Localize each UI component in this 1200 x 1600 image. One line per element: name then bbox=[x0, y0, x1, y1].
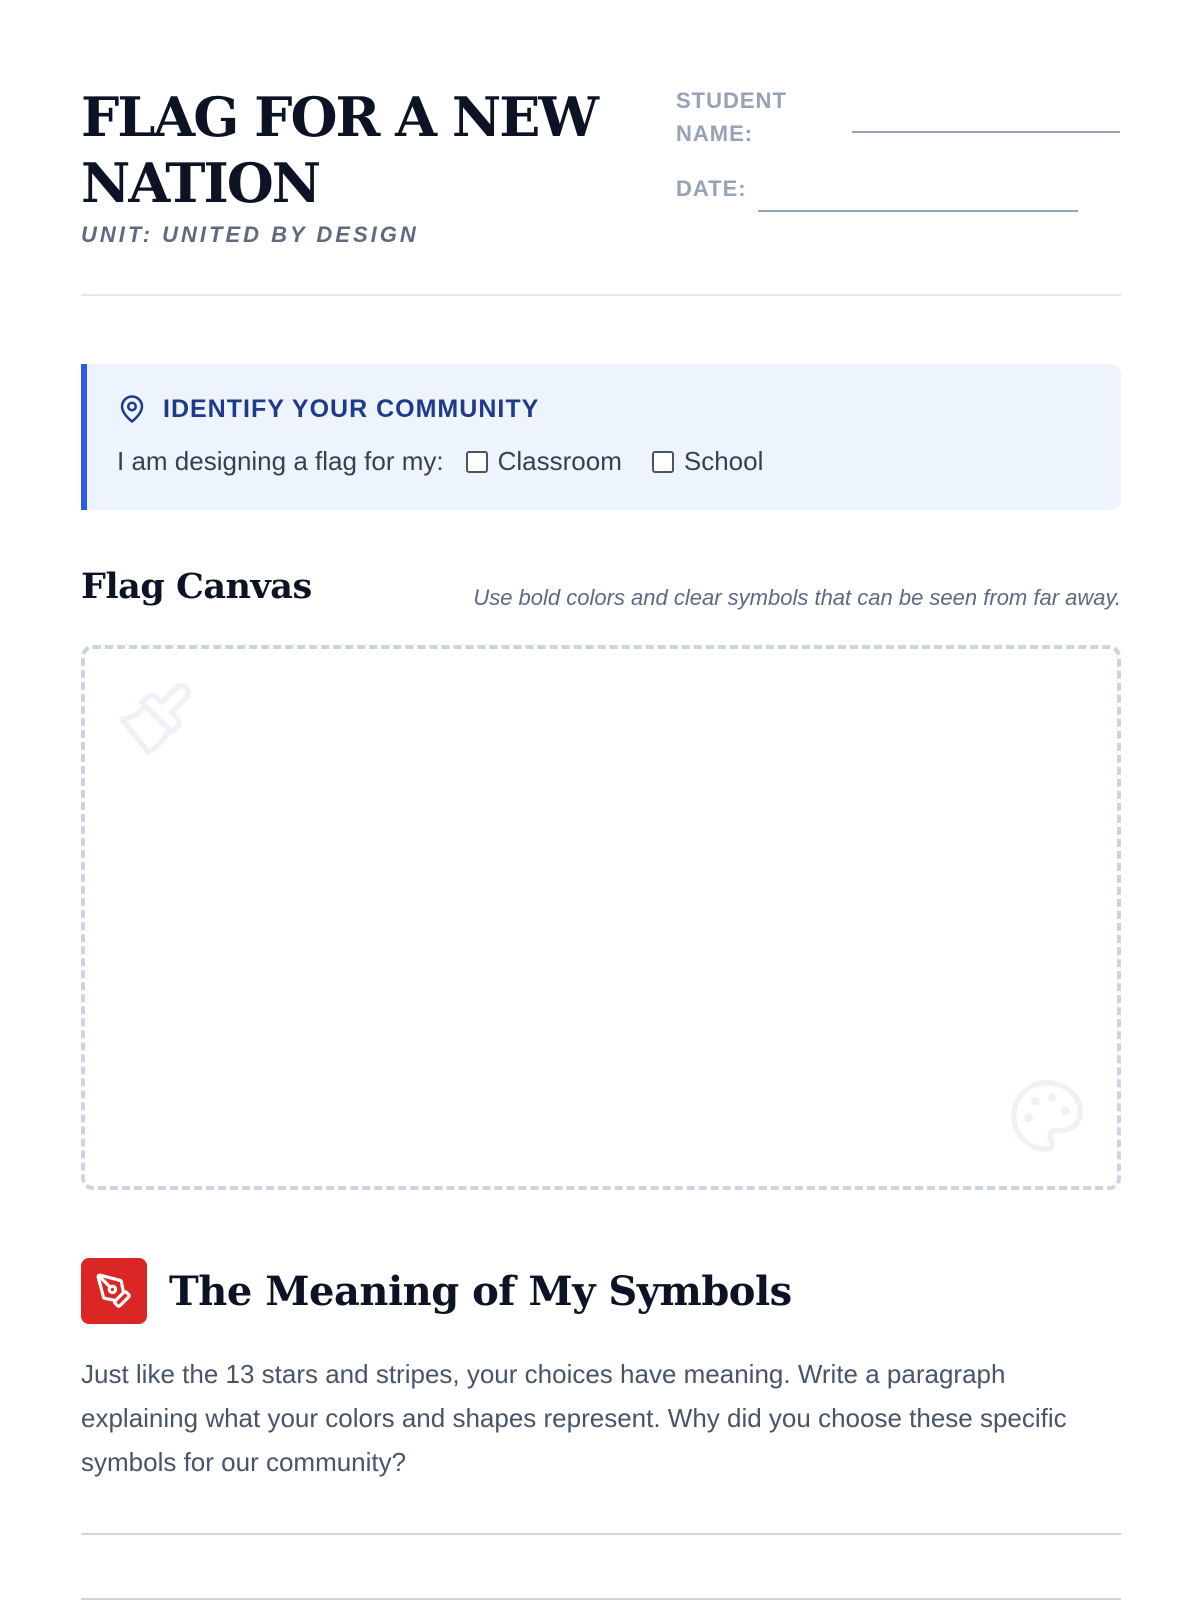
unit-subtitle: UNIT: UNITED BY DESIGN bbox=[81, 222, 419, 247]
student-name-field[interactable] bbox=[852, 131, 1120, 133]
pen-tool-icon bbox=[81, 1258, 147, 1324]
community-box bbox=[81, 364, 1121, 510]
canvas-title: Flag Canvas bbox=[81, 566, 312, 607]
symbols-instructions: Just like the 13 stars and stripes, your choices have meaning. Write a paragraph explaining what your colors and shapes represent. Why did you choose these specific symbols for our community? bbox=[81, 1359, 1067, 1477]
school-checkbox[interactable] bbox=[652, 451, 674, 473]
worksheet-page bbox=[81, 0, 1121, 1600]
writing-line[interactable] bbox=[81, 1533, 1121, 1535]
school-label: School bbox=[683, 446, 764, 476]
header-divider bbox=[81, 294, 1121, 296]
paintbrush-icon bbox=[115, 679, 195, 759]
date-field[interactable] bbox=[758, 210, 1078, 212]
map-pin-icon bbox=[117, 394, 147, 424]
community-choice-row bbox=[117, 446, 763, 477]
flag-canvas[interactable] bbox=[81, 645, 1121, 1190]
community-title: IDENTIFY YOUR COMMUNITY bbox=[163, 394, 540, 423]
symbols-heading bbox=[81, 1258, 792, 1324]
symbols-title: The Meaning of My Symbols bbox=[169, 1267, 792, 1315]
worksheet-header bbox=[81, 84, 1121, 254]
date-label: DATE: bbox=[676, 176, 747, 201]
community-heading bbox=[117, 394, 539, 424]
palette-icon bbox=[1007, 1076, 1087, 1156]
classroom-checkbox[interactable] bbox=[466, 451, 488, 473]
classroom-label: Classroom bbox=[497, 446, 622, 476]
page-title: FLAG FOR A NEW NATION bbox=[81, 85, 598, 215]
student-name-label: STUDENT NAME: bbox=[676, 88, 787, 146]
community-prompt: I am designing a flag for my: bbox=[117, 446, 444, 476]
canvas-hint: Use bold colors and clear symbols that can be seen from far away. bbox=[473, 585, 1121, 610]
